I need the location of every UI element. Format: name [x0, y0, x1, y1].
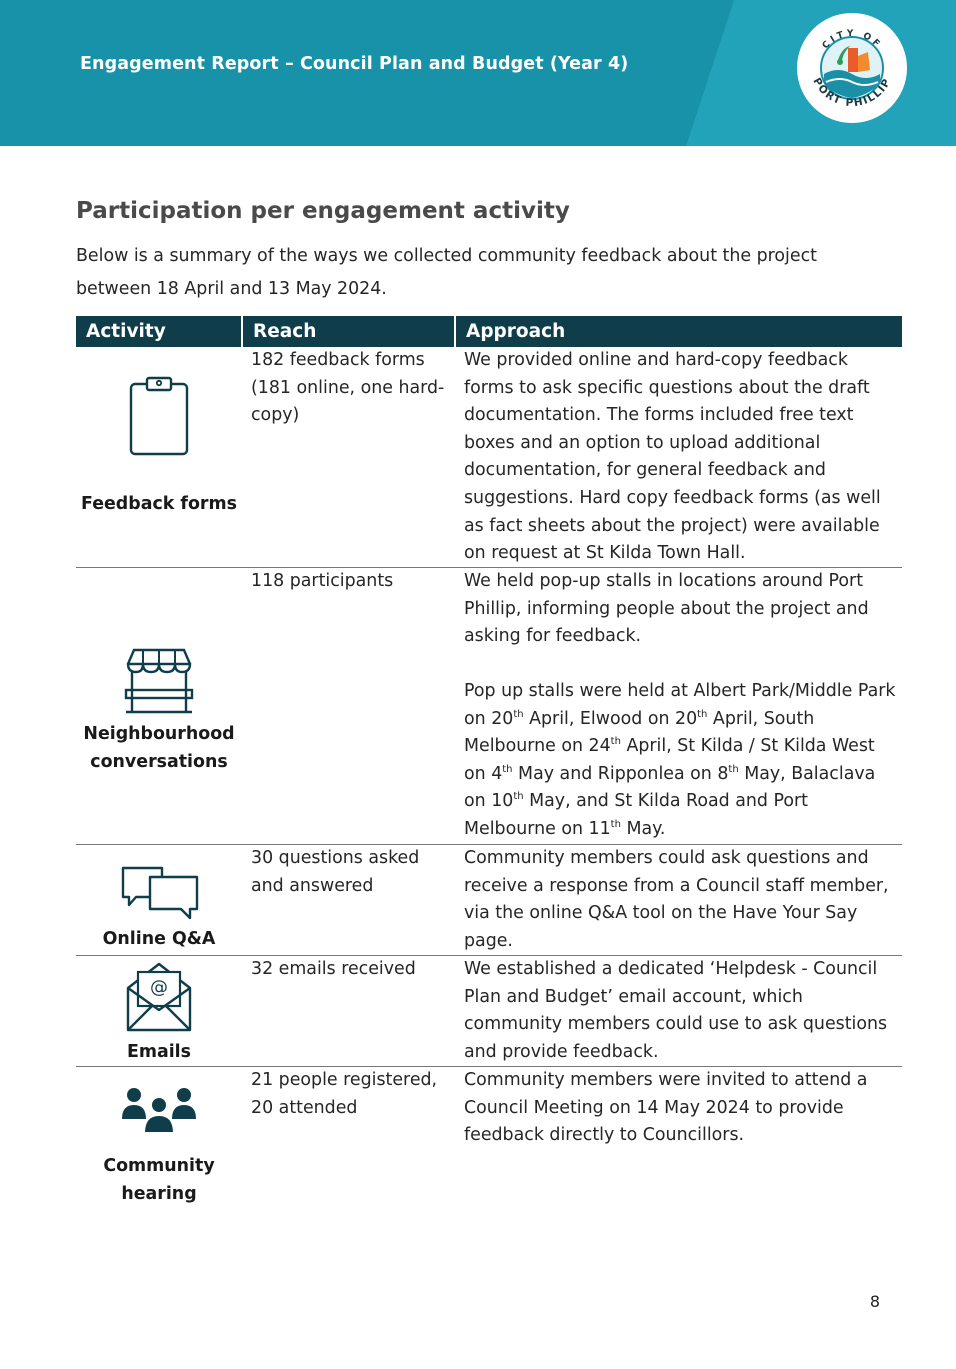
activity-label: Feedback forms	[81, 494, 237, 514]
table-row	[76, 1067, 902, 1217]
section-title: Participation per engagement activity	[76, 198, 570, 224]
table-header	[76, 316, 902, 347]
reach-cell: 32 emails received	[251, 959, 416, 979]
svg-text:@: @	[150, 977, 168, 998]
approach-cell: We established a dedicated ‘Helpdesk - Council Plan and Budget’ email account, which community members could use to ask questions and provide feedback.	[464, 959, 888, 1062]
market-stall-icon	[124, 646, 194, 716]
chat-bubbles-icon	[120, 865, 200, 921]
reach-cell: 118 participants	[251, 571, 394, 591]
activity-label: Community hearing	[103, 1156, 215, 1204]
email-envelope-icon	[126, 960, 192, 1032]
activity-label: Emails	[126, 1042, 191, 1062]
document-title: Engagement Report – Council Plan and Budget (Year 4)	[80, 54, 629, 74]
approach-cell: We held pop-up stalls in locations around Port Phillip, informing people about the project and asking for feedback.	[464, 571, 869, 647]
approach-cell: We provided online and hard-copy feedback forms to ask specific questions about the draft documentation. The forms included free text boxes and an option to upload additional documentation, for general feedback and suggestions. Hard copy feedback forms (as well as fact sheets about the project) were available on request at St Kilda Town Hall.	[464, 350, 881, 564]
header-reach: Reach	[253, 321, 317, 342]
reach-cell: 30 questions asked and answered	[251, 848, 420, 896]
approach-cell-stall-dates: Pop up stalls were held at Albert Park/Middle Park on 20th April, Elwood on 20th April, South Melbourne on 24th April, St Kilda / St Kilda West on 4th May and Ripponlea on 8th May, Balaclava on 10th May, and St Kilda Road and Port Melbourne on 11th May.	[464, 681, 896, 839]
header-activity: Activity	[86, 321, 166, 342]
reach-cell: 21 people registered, 20 attended	[251, 1070, 438, 1118]
header-banner	[0, 0, 956, 146]
svg-text:CITY OF: CITY OF	[820, 28, 884, 52]
reach-cell: 182 feedback forms (181 online, one hard-copy)	[251, 350, 445, 426]
table-row	[76, 956, 902, 1066]
city-of-port-phillip-logo	[796, 12, 908, 124]
activity-label: Online Q&A	[102, 929, 216, 949]
table-row	[76, 568, 902, 844]
page-number: 8	[869, 1292, 881, 1311]
people-group-icon	[120, 1085, 198, 1135]
table-row	[76, 347, 902, 567]
clipboard-icon	[128, 375, 192, 457]
intro-paragraph: Below is a summary of the ways we collected community feedback about the project between 18 April and 13 May 2024.	[76, 246, 817, 299]
approach-cell: Community members were invited to attend a Council Meeting on 14 May 2024 to provide feedback directly to Councillors.	[464, 1070, 868, 1146]
activity-label: Neighbourhood conversations	[83, 724, 235, 772]
svg-text:PORT PHILLIP: PORT PHILLIP	[810, 75, 894, 110]
table-row	[76, 845, 902, 955]
header-approach: Approach	[466, 321, 566, 342]
approach-cell: Community members could ask questions and receive a response from a Council staff member, via the online Q&A tool on the Have Your Say page.	[464, 848, 889, 951]
